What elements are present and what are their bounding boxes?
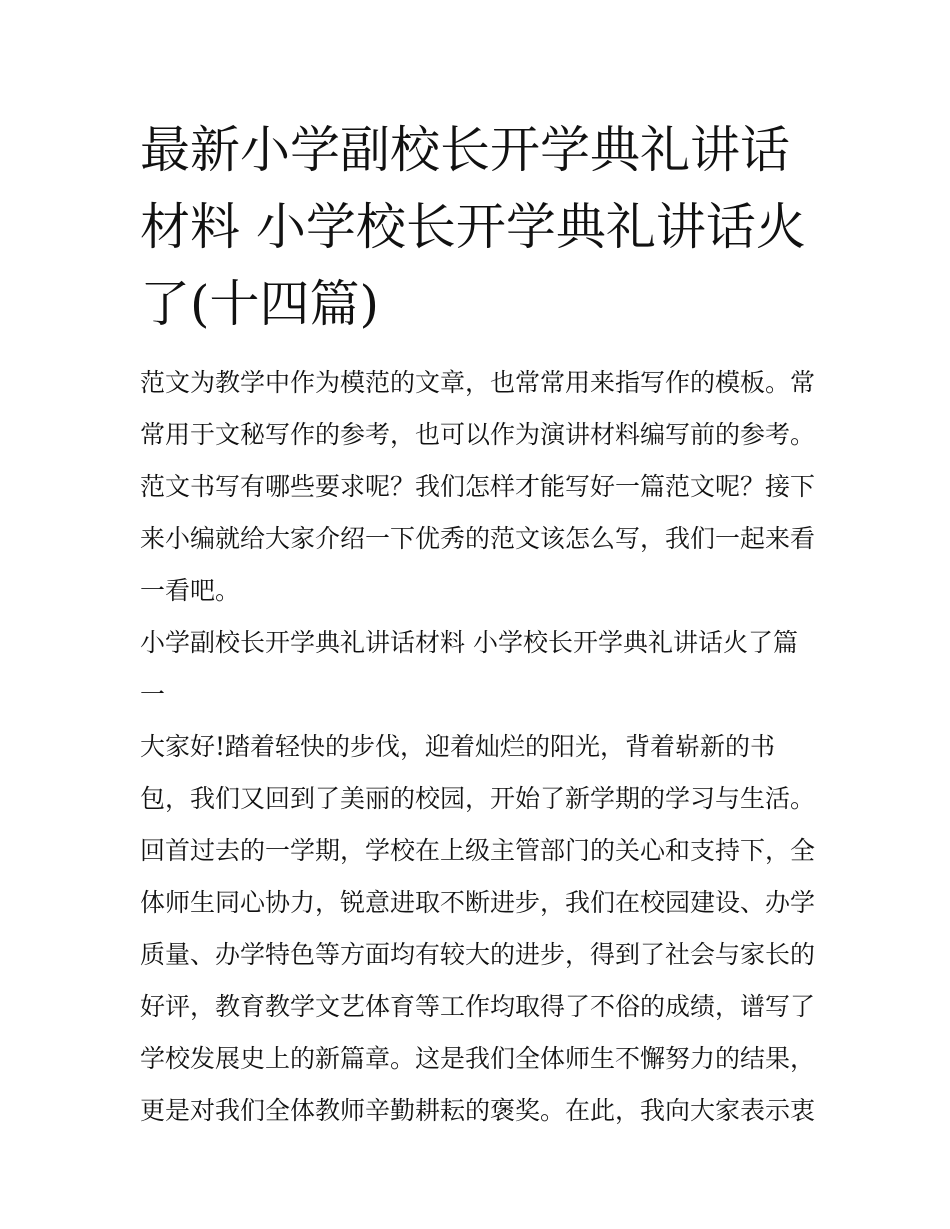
text-line: 包，我们又回到了美丽的校园，开始了新学期的学习与生活。 [140,784,816,813]
section-heading [140,617,812,721]
text-line: 大家好!踏着轻快的步伐，迎着灿烂的阳光，背着崭新的书 [140,732,776,761]
title-line: 了(十四篇) [140,275,380,333]
text-line: 体师生同心协力，锐意进取不断进步，我们在校园建设、办学 [140,888,816,917]
text-line: 范文书写有哪些要求呢？我们怎样才能写好一篇范文呢？接下 [140,472,816,501]
document-title [140,112,812,343]
heading-line: 一 [140,680,166,709]
speech-paragraph [140,721,816,1137]
text-line: 来小编就给大家介绍一下优秀的范文该怎么写，我们一起来看 [140,524,816,553]
text-line: 回首过去的一学期，学校在上级主管部门的关心和支持下，全 [140,836,816,865]
title-line: 最新小学副校长开学典礼讲话 [140,121,790,179]
text-line: 学校发展史上的新篇章。这是我们全体师生不懈努力的结果， [140,1044,816,1073]
text-line: 一看吧。 [140,576,241,605]
heading-line: 小学副校长开学典礼讲话材料 小学校长开学典礼讲话火了篇 [140,628,798,657]
text-line: 范文为教学中作为模范的文章，也常常用来指写作的模板。常 [140,368,816,397]
text-line: 常用于文秘写作的参考，也可以作为演讲材料编写前的参考。 [140,420,816,449]
text-line: 更是对我们全体教师辛勤耕耘的褒奖。在此，我向大家表示衷 [140,1096,816,1125]
title-line: 材料 小学校长开学典礼讲话火 [140,198,806,256]
text-line: 质量、办学特色等方面均有较大的进步，得到了社会与家长的 [140,940,816,969]
document-body [140,357,816,1137]
text-line: 好评，教育教学文艺体育等工作均取得了不俗的成绩，谱写了 [140,992,816,1021]
intro-paragraph [140,357,816,617]
